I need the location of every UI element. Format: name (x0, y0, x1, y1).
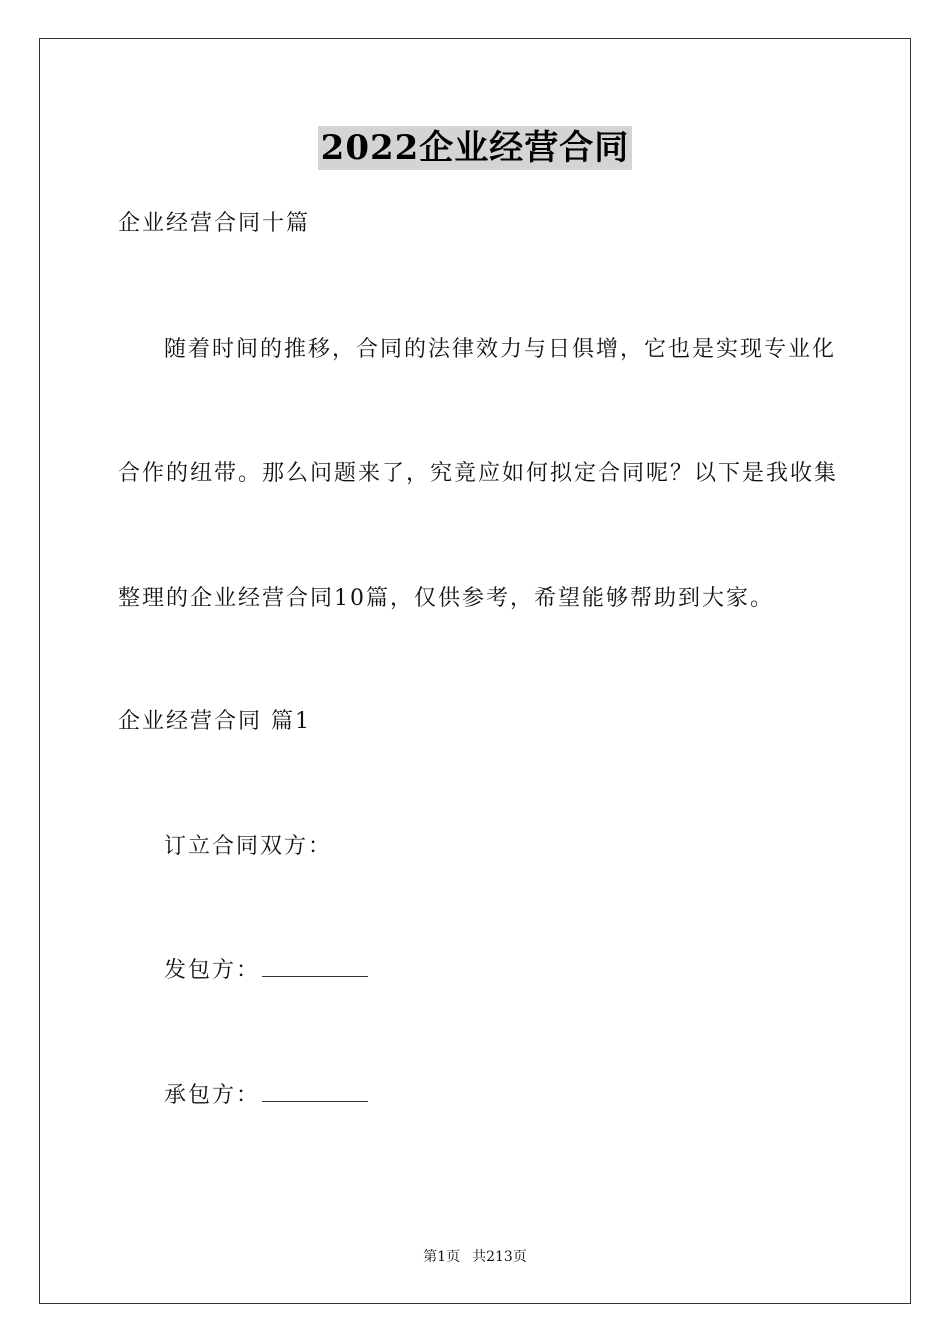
intro-line-2: 合作的纽带。那么问题来了，究竟应如何拟定合同呢？以下是我收集 (118, 461, 839, 486)
page-footer (0, 1247, 950, 1267)
intro-line-1: 随着时间的推移，合同的法律效力与日俱增，它也是实现专业化 (164, 337, 837, 362)
intro-line-3: 整理的企业经营合同10篇，仅供参考，希望能够帮助到大家。 (118, 586, 774, 611)
section-heading: 企业经营合同 篇1 (118, 709, 311, 734)
party-b-label: 承包方： (164, 1083, 261, 1108)
party-b-blank-field[interactable] (262, 1083, 368, 1102)
document-title: 2022企业经营合同 (318, 126, 633, 170)
party-a-blank-field[interactable] (262, 958, 368, 977)
page-number-total: 共213页 (472, 1249, 527, 1265)
party-a-label: 发包方： (164, 958, 261, 983)
parties-label: 订立合同双方： (164, 834, 333, 859)
document-subtitle: 企业经营合同十篇 (118, 211, 311, 236)
party-a-row (164, 956, 368, 986)
page-number-current: 第1页 (423, 1249, 461, 1265)
party-b-row (164, 1081, 368, 1111)
title-wrap (0, 126, 950, 170)
